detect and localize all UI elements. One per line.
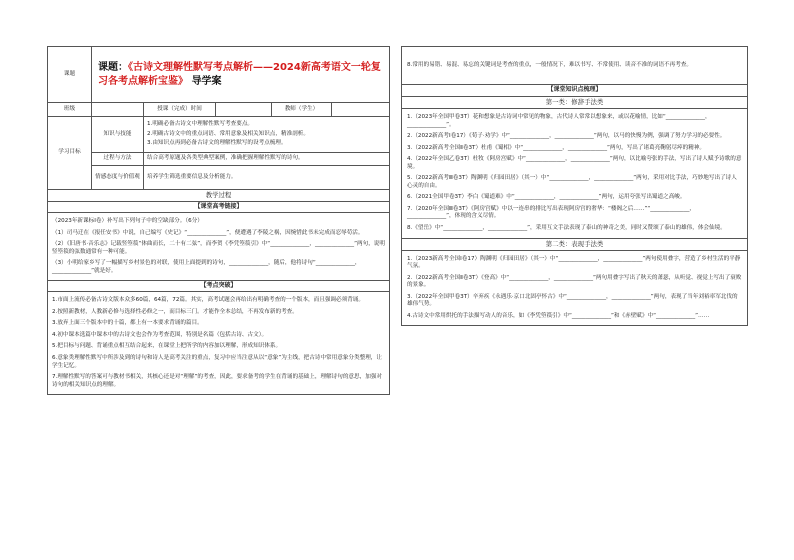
category-1-heading: 第一类：修辞手法类 (402, 97, 748, 109)
knowledge-table (401, 46, 748, 326)
cat2-item: 3.（2022年全国甲卷3T）辛弃疾《永遇乐·京口北固亭怀古》中“______________，______________”两句，表现了当年刘裕率军北伐的雄伟气势。 (407, 293, 738, 308)
category-1-cell (402, 109, 748, 239)
category-2-heading: 第二类：表现手法类 (402, 238, 748, 250)
emotion-label: 情感态度与价值观 (92, 166, 144, 190)
cat1-item: 8.《望岳》中“______________，______________”，采用互文手法表现了泰山的神奇之美，同时又赞颂了泰山的雄伟，体会仙境。 (407, 225, 726, 232)
knowledge-label: 知识与技能 (92, 117, 144, 153)
class-value[interactable] (92, 103, 144, 117)
cat2-item: 2.（2022新高考全国Ⅱ卷3T）《登高》中“______________，______________”两句用叠字写出了秋天的萧瑟，从听觉、视觉上写出了衰败的景象。 (407, 274, 742, 289)
process-label: 过程与方法 (92, 153, 144, 166)
breakthrough-item: 1.市面上流传必备古诗文版本众多60篇，64篇，72篇。其实，高考试题会再给出有明确考查的一个版本，而且强调必须背诵。 (52, 297, 364, 304)
goal-label: 学习目标 (48, 117, 92, 190)
title-prefix: 课题： (98, 62, 128, 73)
knowledge-item: 3.由知识点再到必备古诗文的理解性默写的设考点梳理。 (147, 140, 287, 147)
exam-question-2: （2）《旧唐书·音乐志》记载竖箜篌“体曲而长，二十有二弦”，而李贺《李凭箜篌引》中“______________，______________”两句，说明竖箜篌的弦数通常有一种可能。 (52, 241, 385, 255)
right-page (401, 46, 748, 510)
knowledge-heading: 【课堂知识点梳理】 (402, 85, 748, 97)
lesson-table (47, 46, 390, 395)
emotion-text: 培养学生筛选重要信息及分析能力。 (144, 166, 390, 190)
exam-link-cell (48, 213, 390, 281)
teacher-label: 教师（学生） (272, 103, 332, 117)
cat1-item: 1.（2023年全国甲卷3T）花和想象是古诗词中常见的物象，古代诗人常常以想象来，或以花喻情，比如“______________，______________”。 (407, 114, 711, 128)
exam-question-3: （3）小明给家乡写了一幅描写乡村景色的对联，使用上面提到的诗句，______________，随后，他将诗句“______________，______________”就是好。 (52, 260, 361, 274)
cat1-item: 2.（2022新高考Ⅰ卷17）《荀子·劝学》中“______________，______________”两句，以马的快慢为例，强调了努力学习的必要性。 (407, 133, 726, 140)
knowledge-item: 2.明确古诗文中的重点词语、常用意象及相关知识点，精准剖析。 (147, 130, 309, 137)
category-2-cell (402, 250, 748, 326)
title-cell (92, 47, 390, 103)
exam-question-1: （1）司马迁在《报任安书》中说，自己编写《史记》“______________”，便遭遇了李陵之祸，因惋惜此书未完成而忍辱苟活。 (52, 229, 364, 236)
breakthrough-item: 6.意象类理解性默写中所涉及到的诗句和诗人是高考关注的重点，复习中应当注意从以“意象”为主线，把古诗中常用意象分类整理，让学生记忆。 (52, 355, 382, 369)
class-time-label: 授课（完成）时间 (144, 103, 216, 117)
class-label: 班级 (48, 103, 92, 117)
breakthrough-cell (48, 292, 390, 395)
lesson-title: 《古诗文理解性默写考点解析——2024新高考语文一轮复习各考点解析宝鉴》 (98, 62, 381, 87)
knowledge-cell (144, 117, 390, 153)
breakthrough-item: 3.放弃上面三个版本中的十篇，都上有一本要求背诵的篇目。 (52, 320, 203, 327)
cat1-item: 5.（2022新高考Ⅲ卷3T）陶渊明《归园田居》（其一）中“______________，______________”两句，采用对比手法，巧妙地写出了诗人心灵的自由。 (407, 175, 737, 189)
breakthrough-item: 2.按照新教材，人教新必修与选择性必修之一，而目标三门。才能作全本总结，不再发布新的考查。 (52, 308, 298, 315)
breakthrough-item: 5.把目标与问题、背诵重点相互结合起来，在课堂上把所学的内容加以理解，形成知识体系。 (52, 343, 282, 350)
top-text: 8.常用的易错、易混、易忘的关键词是考查的重点，一般情况下，难以书写、不常使用、读音不准的词语不再考查。 (407, 61, 693, 68)
cat1-item: 7.（2020年全国Ⅲ卷3T）《阿房宫赋》中以一连串的排比写出表现阿房宫的奢华：“楼阁之后……”“______________，______________”，体现的含义尽情。 (407, 205, 696, 220)
cat1-item: 3.（2022新高考全国Ⅱ卷3T）杜甫《蜀相》中“______________，______________”两句，写出了诸葛亮鞠躬尽瘁的精神。 (407, 144, 706, 151)
process-text: 结合高考原题及各类型典型案例，准确把握理解性默写的诗句。 (144, 153, 390, 166)
teach-process-heading: 教学过程 (48, 190, 390, 202)
exam-intro: （2023年新课标Ⅰ卷）补写出下列句子中的空缺部分。（6分） (52, 218, 203, 224)
cat1-item: 4.（2022年全国乙卷3T）杜牧《阿房宫赋》中“______________，______________”两句，以比喻夸张的手法，写出了诗人赋予诗歌的意境。 (407, 156, 742, 170)
left-page (47, 46, 390, 510)
top-text-cell (402, 47, 748, 85)
exam-link-heading: 【课堂高考链接】 (48, 202, 390, 213)
breakthrough-heading: 【考点突破】 (48, 281, 390, 292)
knowledge-item: 1.明确必备古诗文中理解性默写考查要点。 (147, 121, 254, 128)
cat1-item: 6.（2021全国甲卷3T）李白《蜀道难》中“______________，______________”两句，运用夸张写出蜀道之高峻。 (407, 194, 686, 201)
title-label-cell (48, 47, 92, 103)
teacher-value[interactable] (332, 103, 390, 117)
cat2-item: 4.古诗文中常用烘托的手法描写动人的音乐，如《李凭箜篌引》中“______________”和《赤壁赋》中“______________”…… (407, 312, 710, 319)
breakthrough-item: 7.理解性默写的答案可与教材书相关，其核心还是对“理解”的考查，因此，要求备考的学生在背诵的基础上，理解诗句的意思，加强对诗句的相关知识点的理解。 (52, 374, 382, 388)
cat2-item: 1.（2023新高考全国Ⅰ卷17）陶渊明《归园田居》（其一）中“______________，______________”两句使用叠字，营造了乡村生活的平静气氛。 (407, 255, 741, 270)
class-time-value[interactable] (216, 103, 272, 117)
title-suffix: 导学案 (191, 75, 222, 87)
title-label: 课题 (63, 70, 76, 77)
breakthrough-item: 4.初中课本选篇中课本中的古诗文也会作为考查范围，特别是名篇（包括古诗、古文）。 (52, 331, 268, 338)
